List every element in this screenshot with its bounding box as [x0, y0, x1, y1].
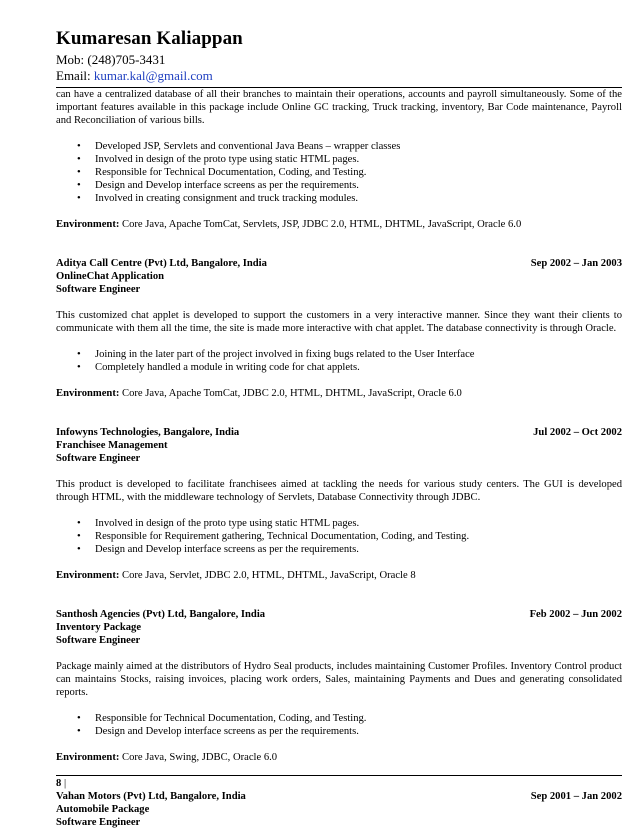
job-role: Software Engineer — [56, 453, 141, 464]
environment-value: Core Java, Servlet, JDBC 2.0, HTML, DHTML, JavaScript, Oracle 8 — [119, 570, 416, 581]
list-item: • Design and Develop interface screens as per the requirements. — [77, 726, 359, 737]
phone-label: Mob: — [56, 52, 88, 67]
list-item: • Responsible for Technical Documentation, Coding, and Testing. — [77, 167, 367, 178]
environment-value: Core Java, Apache TomCat, Servlets, JSP, JDBC 2.0, HTML, DHTML, JavaScript, Oracle 6.0 — [119, 219, 522, 230]
environment-line — [56, 751, 622, 764]
environment-label: Environment: — [56, 570, 120, 581]
project-name: Automobile Package — [56, 804, 150, 815]
job-dates: Sep 2002 – Jan 2003 — [530, 258, 622, 269]
list-item: • Responsible for Technical Documentation, Coding, and Testing. — [77, 713, 367, 724]
intro-bullet-list — [56, 140, 622, 205]
page-number-value: 8 — [56, 778, 62, 789]
environment-label: Environment: — [56, 219, 120, 230]
email-label: Email: — [56, 68, 94, 83]
job-role: Software Engineer — [56, 635, 141, 646]
job-header — [56, 790, 622, 803]
job-header — [56, 426, 622, 439]
environment-line — [56, 387, 622, 400]
bullet-icon: • — [77, 167, 81, 178]
candidate-name: Kumaresan Kaliappan — [56, 28, 243, 49]
phone-number: (248)705-3431 — [87, 52, 166, 67]
company-name: Aditya Call Centre (Pvt) Ltd, Bangalore, India — [56, 258, 267, 269]
job-bullet-list — [56, 348, 622, 374]
intro-paragraph: can have a centralized database of all their branches to maintain their operations, accounts and payroll simultaneously. Some of the important features available in this package include Online GC tracking, Truck tracking, inventory, Bar Code maintenance, Payroll and Reconciliation of various bills. — [56, 89, 622, 126]
bullet-icon: • — [77, 531, 81, 542]
job-bullet-list — [56, 712, 622, 738]
email-link[interactable]: kumar.kal@gmail.com — [93, 68, 213, 83]
environment-line — [56, 218, 622, 231]
environment-line — [56, 569, 622, 582]
list-item: • Responsible for Requirement gathering, Technical Documentation, Coding, and Testing. — [77, 531, 470, 542]
job-description: Package mainly aimed at the distributors of Hydro Seal products, includes maintaining Customer Profiles. Inventory Control product can maintains Stocks, raising invoices, placing work orders, Sales, maintaining Payments and Dues and generating consolidated reports. — [56, 661, 622, 698]
job-role: Software Engineer — [56, 284, 141, 295]
project-name: Franchisee Management — [56, 440, 168, 451]
bullet-icon: • — [77, 726, 81, 737]
company-name: Santhosh Agencies (Pvt) Ltd, Bangalore, India — [56, 609, 266, 620]
page-number — [56, 778, 66, 789]
environment-value: Core Java, Apache TomCat, JDBC 2.0, HTML, DHTML, JavaScript, Oracle 6.0 — [119, 388, 462, 399]
job-description: This product is developed to facilitate franchisees aimed at tackling the needs for various study centers. The GUI is developed through HTML, with the middleware technology of Servlets, Database Connectivity through JDBC. — [56, 479, 622, 503]
bullet-icon: • — [77, 193, 81, 204]
bullet-icon: • — [77, 518, 81, 529]
company-name: Infowyns Technologies, Bangalore, India — [56, 427, 240, 438]
job-description: This customized chat applet is developed to support the customers in a very interactive manner. Since they want their clients to communicate with them all the time, the site is made more interactive with chat applet. The database connectivity is through Oracle. — [56, 310, 622, 334]
job-header — [56, 257, 622, 270]
list-item: • Developed JSP, Servlets and conventional Java Beans – wrapper classes — [77, 141, 401, 152]
job-role: Software Engineer — [56, 817, 141, 828]
list-item: • Joining in the later part of the project involved in fixing bugs related to the User Interface — [77, 349, 475, 360]
bullet-icon: • — [77, 180, 81, 191]
environment-label: Environment: — [56, 388, 120, 399]
job-dates: Sep 2001 – Jan 2002 — [530, 791, 622, 802]
bullet-icon: • — [77, 141, 81, 152]
email-line — [56, 68, 213, 84]
company-name: Vahan Motors (Pvt) Ltd, Bangalore, India — [56, 791, 246, 802]
bullet-icon: • — [77, 544, 81, 555]
environment-value: Core Java, Swing, JDBC, Oracle 6.0 — [119, 752, 278, 763]
bullet-icon: • — [77, 713, 81, 724]
job-dates: Jul 2002 – Oct 2002 — [533, 427, 622, 438]
page-number-separator: | — [61, 778, 67, 789]
list-item: • Design and Develop interface screens as per the requirements. — [77, 180, 359, 191]
job-dates: Feb 2002 – Jun 2002 — [529, 609, 622, 620]
bullet-icon: • — [77, 349, 81, 360]
bullet-icon: • — [77, 362, 81, 373]
job-bullet-list — [56, 517, 622, 556]
resume-page — [56, 0, 622, 826]
resume-content — [56, 88, 622, 829]
job-header — [56, 608, 622, 621]
list-item: • Completely handled a module in writing code for chat applets. — [77, 362, 360, 373]
list-item: • Design and Develop interface screens as per the requirements. — [77, 544, 359, 555]
project-name: OnlineChat Application — [56, 271, 165, 282]
footer-divider — [56, 775, 622, 776]
project-name: Inventory Package — [56, 622, 142, 633]
list-item: • Involved in creating consignment and truck tracking modules. — [77, 193, 359, 204]
bullet-icon: • — [77, 154, 81, 165]
list-item: • Involved in design of the proto type using static HTML pages. — [77, 154, 360, 165]
phone-line — [56, 52, 165, 68]
environment-label: Environment: — [56, 752, 120, 763]
list-item: • Involved in design of the proto type using static HTML pages. — [77, 518, 360, 529]
